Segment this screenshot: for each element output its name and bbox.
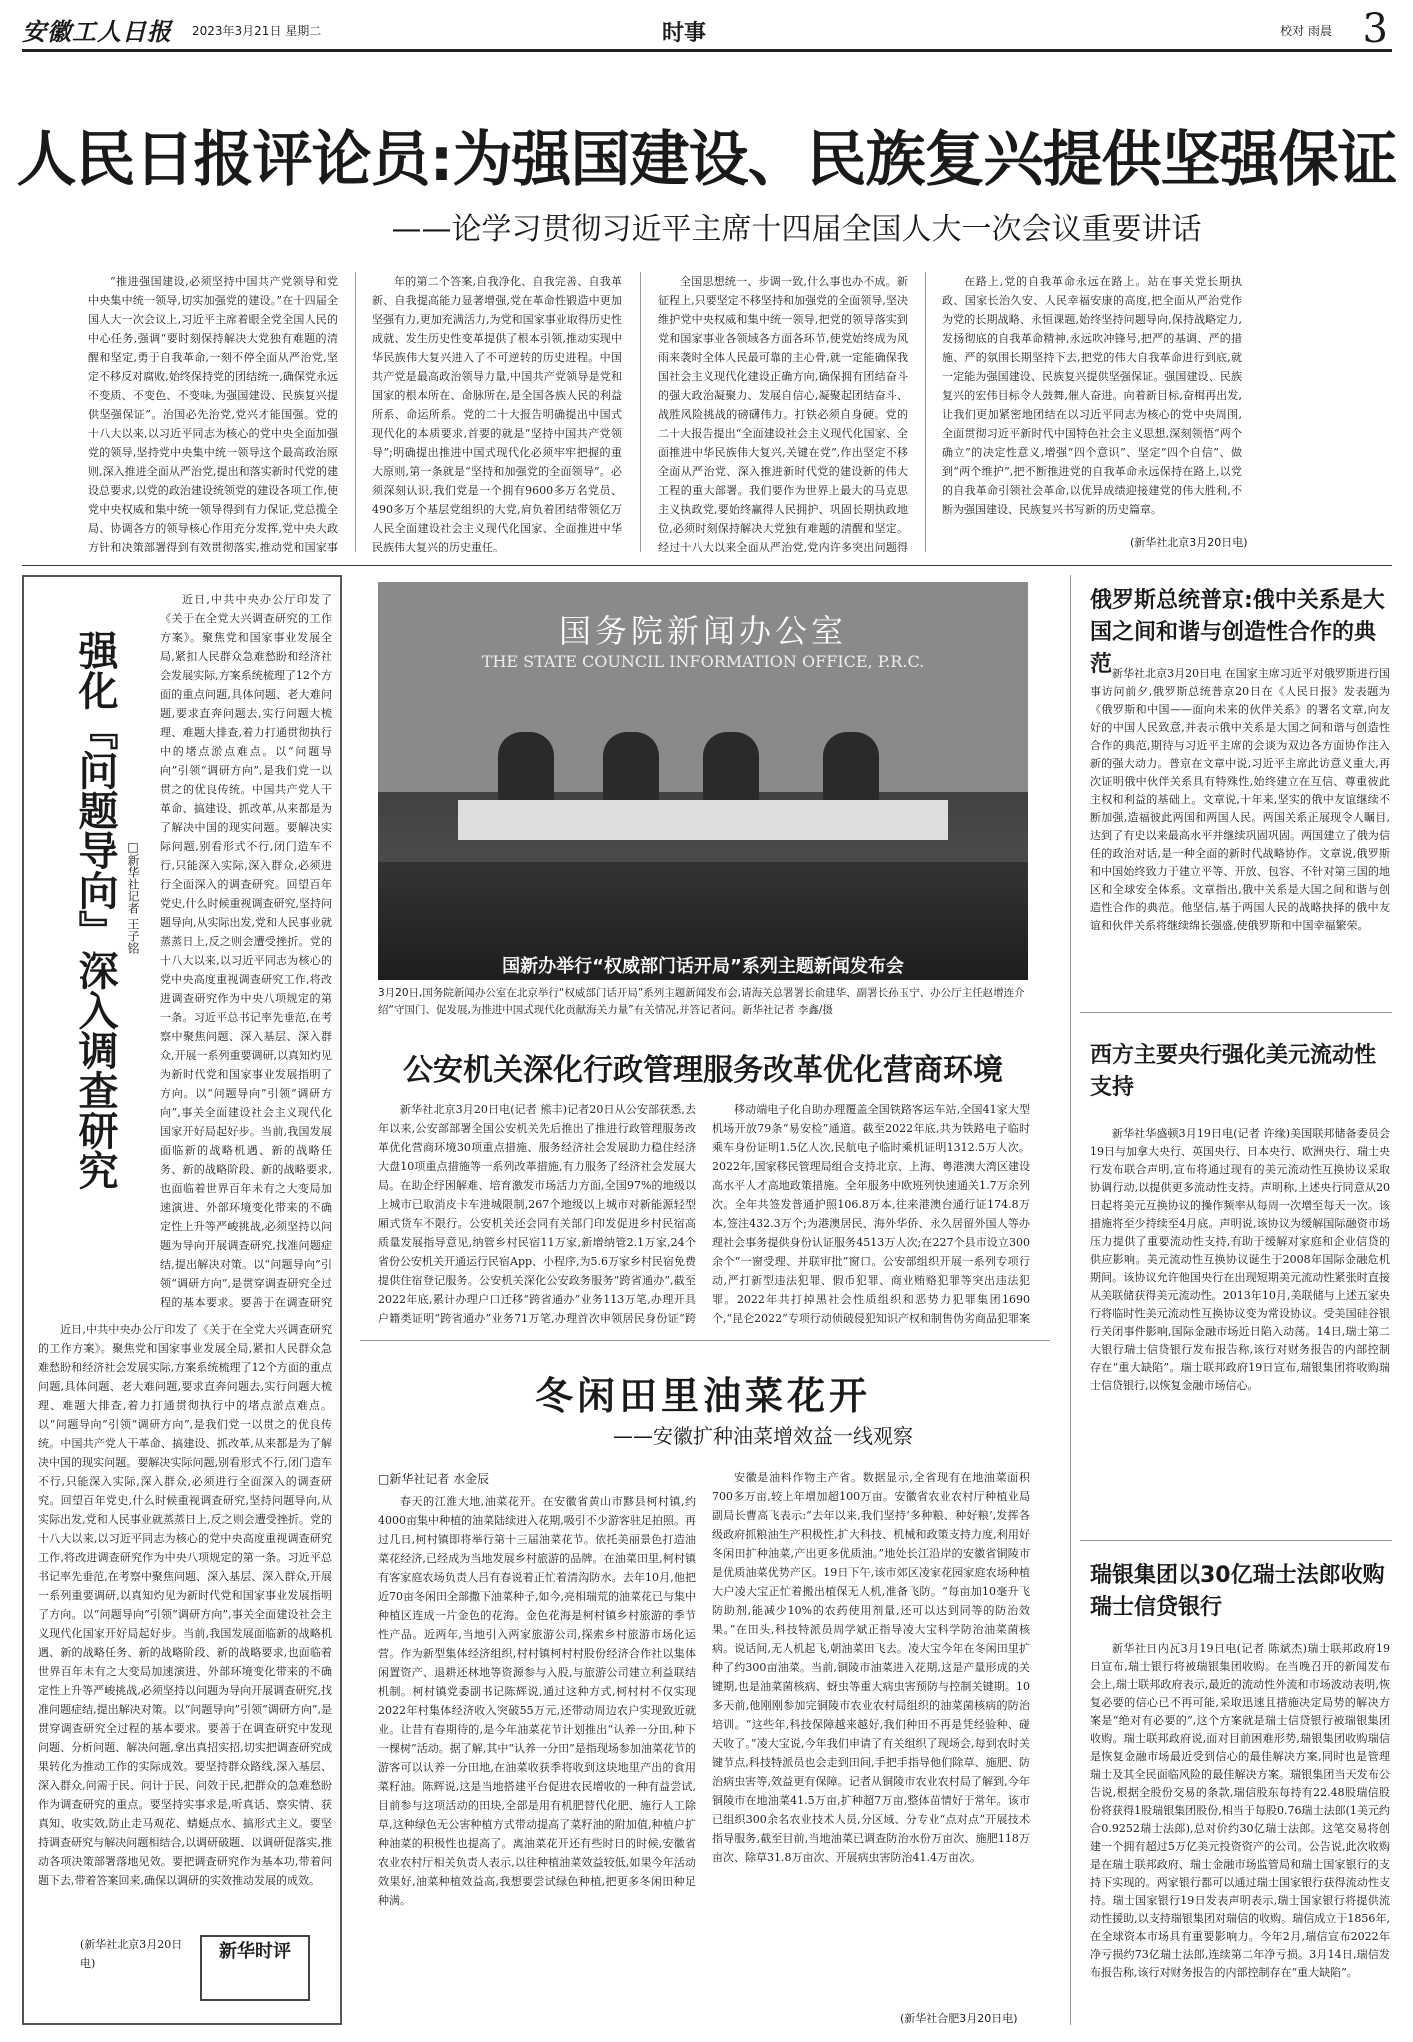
- commentary-text: 近日,中共中央办公厅印发了《关于在全党大兴调查研究的工作方案》。聚焦党和国家事业发展全局,紧扣人民群众急难愁盼和经济社会发展实际,方案系统梳理了12个方面的重点问题,具体问题、老大难问题,要求直奔问题去,实行问题大梳理、难题大排查,着力打通贯彻执行中的堵点淤点难点。以“问题导向”引领“调研方向”,是我们党一以贯之的优良传统。中国共产党人干革命、搞建设、抓改革,从来都是为了解决中国的现实问题。要解决实际问题,别看形式不行,闭门造车不行,只能深入实际,深入群众,必须进行全面深入的调查研究。回望百年党史,什么时候重视调查研究,坚持问题导向,从实际出发,党和人民事业就蒸蒸日上,反之则会遭受挫折。党的十八大以来,以习近平同志为核心的党中央高度重视调查研究工作,将改进调查研究作为中央八项规定的第一条。习近平总书记率先垂范,在考察中聚焦问题、深入基层、深入群众,开展一系列重要调研,以真知灼见为新时代党和国家事业发展指明了方向。以“问题导向”引领“调研方向”,事关全面建设社会主义现代化国家开好局起好步。当前,我国发展面临新的战略机遇、新的战略任务、新的战略阶段、新的战略要求,也面临着世界百年未有之大变局加速演进、外部环境变化带来的不确定性上升等严峻挑战,必须坚持以问题为导向开展调查研究,找准问题症结,提出解决对策。以“问题导向”引领“调研方向”,是贯穿调查研究全过程的基本要求。要善于在调查研究: [160, 593, 332, 1309]
- lead-source: (新华社北京3月20日电): [1130, 536, 1248, 549]
- police-column-1: [378, 1100, 696, 1328]
- column-divider: [925, 272, 926, 552]
- column-divider: [640, 272, 641, 552]
- banks-body-text: 新华社华盛顿3月19日电(记者 许缘)美国联邦储备委员会19日与加拿大央行、英国央行、日本央行、欧洲央行、瑞士央行发布联合声明,宣布将通过现有的美元流动性互换协议采取协调行动,以提供更多流动性支持。声明称,上述央行同意从20日起将美元互换协议的操作频率从每周一次增至每天一次。该措施将至少持续至4月底。声明说,该协议为缓解国际融资市场压力提供了重要流动性支持,有助于缓解对家庭和企业信贷的供应影响。美元流动性互换协议诞生于2008年国际金融危机期间。该协议允许他国央行在出现短期美元流动性紧张时直接从美联储获得美元流动性。2013年10月,美联储与上述五家央行将临时性美元流动性互换协议变为常设协议。受美国硅谷银行关闭事件影响,国际金融市场近日陷入动荡。14日,瑞士第二大银行瑞士信贷银行发布报告称,该行对财务报告的内部控制存在“重大缺陷”。瑞士联邦政府19日宣布,瑞银集团将收购瑞士信贷银行,以恢复金融市场信心。: [1090, 1127, 1390, 1392]
- section-divider: [1080, 1012, 1392, 1013]
- lead-column-3: [658, 272, 908, 552]
- rapeseed-col1-text: 春天的江淮大地,油菜花开。在安徽省黄山市黟县柯村镇,约4000亩集中种植的油菜陆续进入花期,吸引不少游客驻足拍照。再过几日,柯村镇即将举行第十三届油菜花节。依托美丽景色打造油菜花经济,已经成为当地发展乡村旅游的品牌。在油菜田里,柯村镇有客家庭农场负责人吕有春说着正忙着清沟防水。去年10月,他把近70亩冬闲田全部撒下油菜种子,如今,亮相瑞荒的油菜花已与集中种植区连成一片金色的花海。金色花海是柯村镇乡村旅游的季节性产品。近两年,当地引入两家旅游公司,探索乡村旅游市场化运营。作为新型集体经济组织,村村镇柯村村股份经济合作社以集体闲置资产、退耕还林地等资源参与入股,与旅游公司建立利益联结机制。柯村镇党委副书记陈辉说,通过这种方式,柯村村不仅实现2022年村集体经济收入突破55万元,还带动周边农户实现致近就业。让昔有春期待的,是今年油菜花节计划推出“认养一分田,种下一棵树”活动。据了解,其中“认养一分田”是指现场参加油菜花节的游客可以认养一分田地,在油菜收获季将收到这块地里产出的食用菜籽油。陈辉说,这是当地搭建平台促进农民增收的一种有益尝试,目前参与这项活动的田块,全部是用有机肥替代化肥、施行人工除草,这种绿色无公害种植方式带动提高了菜籽油的附加值,种植户扩种油菜的积极性也提高了。离油菜花开还有些时日的时候,安徽省农业农村厅相关负责人表示,以往种植油菜效益较低,如果今年活动效果好,油菜种植效益高,我想要尝试绿色种植,把更多冬闲田种足种满。: [378, 1495, 696, 1907]
- rapeseed-article-subtitle: ——安徽扩种油菜增效益一线观察: [613, 1424, 913, 1448]
- police-col2-text: 移动端电子化自助办理覆盖全国铁路客运车站,全国41家大型机场开放79条“易安检”通道。截至2022年底,共为铁路电子临时乘车身份证明1.5亿人次,民航电子临时乘机证明1312.5万人次。2022年,国家移民管理局组合支持北京、上海、粤港澳大湾区建设高水平人才高地政策措施。全年服务中欧班列快速通关1.7万余列次。全年共签发普通护照106.8万本,往来港澳台通行证174.8万本,签注432.3万个;为港澳居民、海外华侨、永久居留外国人等办理社会事务提供身份认证服务4513万人次;在227个县市设立300余个“一窗受理、并联审批”窗口。公安部组织开展一系列专项行动,严打新型违法犯罪、假币犯罪、商业贿赂犯罪等突出违法犯罪。2022年共打掉黑社会性质组织和恶势力犯罪集团1690个,“昆仑2022”专项行动侦破侵犯知识产权和制售伪劣商品犯罪案: [712, 1103, 1030, 1325]
- lead-col4-text: 在路上,党的自我革命永远在路上。站在事关党长期执政、国家长治久安、人民幸福安康的高度,把全面从严治党作为党的长期战略、永恒课题,始终坚持问题导向,保持战略定力,发扬彻底的自我革命精神,永远吹冲锋号,把严的基调、严的措施、严的氛围长期坚持下去,把党的伟大自我革命进行到底,就一定能为强国建设、民族复兴提供坚强保证。强国建设、民族复兴的宏伟目标令人鼓舞,催人奋进。向着新目标,奋楫再出发,让我们更加紧密地团结在以习近平同志为核心的党中央周围,全面贯彻习近平新时代中国特色社会主义思想,深刻领悟“两个确立”的决定性意义,增强“四个意识”、坚定“四个自信”、做到“两个维护”,把不断推进党的自我革命永远保持在路上,以党的自我革命引领社会革命,以优异成绩迎接建党的伟大胜利,不断为强国建设、民族复兴书写新的历史篇章。: [942, 275, 1242, 516]
- lead-col3-text: 全国思想统一、步调一致,什么事也办不成。新征程上,只要坚定不移坚持和加强党的全面领导,坚决维护党中央权威和集中统一领导,把党的领导落实到党和国家事业各领域各方面各环节,使党始终成为风雨来袭时全体人民最可靠的主心骨,就一定能确保我国社会主义现代化建设正确方向,确保拥有团结奋斗的强大政治凝聚力、发展自信心,凝聚起团结奋斗、战胜风险挑战的磅礴伟力。打铁必须自身硬。党的二十大报告提出“全面建设社会主义现代化国家、全面推进中华民族伟大复兴,关键在党”,作出坚定不移全面从严治党、深入推进新时代党的建设新的伟大工程的重大部署。我们要作为世界上最大的马克思主义执政党,要始终赢得人民拥护、巩固长期执政地位,必须时刻保持解决大党独有难题的清醒和坚定。经过十八大以来全面从严治党,党内许多突出问题得: [658, 275, 908, 552]
- commentary-body-bottom: [38, 1320, 332, 1920]
- rapeseed-article-title: 冬闲田里油菜花开: [534, 1374, 871, 1418]
- rapeseed-column-2: [712, 1468, 1030, 2008]
- ubs-body-text: 新华社日内瓦3月19日电(记者 陈斌杰)瑞士联邦政府19日宣布,瑞士银行将被瑞银集团收购。在当晚召开的新闻发布会上,瑞士联邦政府表示,最近的流动性外流和市场波动表明,恢复必要的信心已不再可能,采取迅速且措施决定局势的解决方案是“绝对有必要的”,这个方案就是瑞士信贷银行被瑞银集团收购。瑞士联邦政府说,面对目前困难形势,瑞银集团收购瑞信是恢复金融市场最近受到信心的最佳解决方案,同时也是管理瑞士及其全民面临风险的最佳解决方案。瑞银集团当天发布公告说,根据全股份交易的条款,瑞信股东每持有22.48股瑞信股份将获得1股瑞银集团股份,相当于每股0.76瑞士法郎(1美元约合0.9252瑞士法郎),总对价约30亿瑞士法郎。这笔交易将创建一个拥有超过5万亿美元投资资产的公司。公告说,此次收购是在瑞士联邦政府、瑞士金融市场监管局和瑞士国家银行的支持下实现的。两家银行都可以通过瑞士国家银行获得流动性支持。瑞士国家银行19日发表声明表示,瑞士国家银行将提供流动性援助,以支持瑞银集团对瑞信的收购。瑞信成立于1856年,在全球资本市场具有重要影响力。今年2月,瑞信宣布2022年净亏损约73亿瑞士法郎,连续第二年净亏损。3月14日,瑞信发布报告称,该行对财务报告的内部控制存在“重大缺陷”。: [1090, 1642, 1390, 1979]
- proofreader: 校对 雨晨: [1280, 24, 1332, 38]
- police-column-2: [712, 1100, 1030, 1328]
- rapeseed-byline: □新华社记者 水金辰: [378, 1472, 490, 1486]
- backdrop-chinese-text: 国务院新闻办公室: [558, 612, 847, 650]
- page-number: 3: [1362, 6, 1388, 52]
- russia-body-text: 新华社北京3月20日电 在国家主席习近平对俄罗斯进行国事访问前夕,俄罗斯总统普京20日在《人民日报》发表题为《俄罗斯和中国——面向未来的伙伴关系》的署名文章,向友好的中国人民致意,并表示俄中关系是大国之间和谐与创造性合作的典范,期待与习近平主席的会谈为双边各方面协作注入新的强大动力。普京在文章中说,习近平主席此访意义重大,再次证明俄中伙伴关系具有特殊性,始终建立在互信、尊重彼此主权和利益的基础上。文章说,十年来,坚实的俄中友谊继续不断加强,造福彼此两国和两国人民。两国关系正展现令人瞩目,达到了有史以来最高水平并继续巩固巩固。两国建立了俄为信任的政治对话,是一种全面的新时代战略协作。文章说,俄罗斯和中国始终致力于建立平等、开放、包容、不针对第三国的地区和全球安全体系。文章指出,俄中关系是大国之间和谐与创造性合作的典范。他坚信,基于两国人民的战略抉择的俄中友谊和伙伴关系将继续绵长强盛,使俄罗斯和中国幸福繁荣。: [1090, 667, 1390, 932]
- column-divider: [1070, 575, 1071, 2025]
- rapeseed-column-1: [378, 1492, 696, 2022]
- ubs-article-body: [1090, 1640, 1390, 2025]
- section-divider: [22, 565, 1392, 566]
- russia-article-body: [1090, 665, 1390, 1005]
- backdrop-english-text: THE STATE COUNCIL INFORMATION OFFICE, P.R.C.: [481, 652, 925, 671]
- commentary-body-top: [160, 590, 332, 1310]
- xinhua-commentary-stamp: 新华时评: [200, 1935, 310, 2001]
- podium-table: [458, 800, 948, 840]
- lead-column-1: [88, 272, 338, 552]
- column-divider: [355, 272, 356, 552]
- lead-subhead: ——论学习贯彻习近平主席十四届全国人大一次会议重要讲话: [391, 212, 1202, 247]
- commentary-source: (新华社北京3月20日电): [80, 1938, 183, 1970]
- police-col1-text: 新华社北京3月20日电(记者 熊丰)记者20日从公安部获悉,去年以来,公安部部署全国公安机关先后推出了推进行政管理服务改革优化营商环境30项重点措施、服务经济社会发展助力稳住经济大盘10项重点措施等一系列改革措施,有力服务了经济社会发展大局。在助企纾困解难、培育激发市场活力方面,全国97%的地级以上城市已取消皮卡车进城限制,267个地级以上城市对新能源轻型厢式货车不限行。公安机关还会同有关部门印发促进乡村民宿高质量发展指导意见,纳管乡村民宿11万家,新增纳管2.1万家,24个省份公安机关开通运行民宿App、小程序,为5.6万家乡村民宿免费提供住宿登记服务。公安机关深化公安政务服务“跨省通办”,截至2022年底,累计办理户口迁移“跨省通办”业务113万笔,办理开具户籍类证明“跨省通办”业务71万笔,办理首次申领居民身份证“跨: [378, 1103, 696, 1325]
- russia-article-title: 俄罗斯总统普京:俄中关系是大国之间和谐与创造性合作的典范: [1090, 588, 1385, 677]
- banks-article-body: [1090, 1125, 1390, 1530]
- photo-banner-text: 国新办举行“权威部门话开局”系列主题新闻发布会: [502, 956, 904, 977]
- lead-col1-text: “推进强国建设,必须坚持中国共产党领导和党中央集中统一领导,切实加强党的建设。”在十四届全国人大一次会议上,习近平主席着眼全党全国人民的中心任务,强调“要时刻保持解决大党独有难题的清醒和坚定,勇于自我革命,一刻不停全面从严治党,坚定不移反对腐败,始终保持党的团结统一,确保党永远不变质、不变色、不变味,为强国建设、民族复兴提供坚强保证”。治国必先治党,党兴才能国强。党的十八大以来,以习近平同志为核心的党中央全面加强党的领导,坚持党中央集中统一领导这个最高政治原则,深入推进全面从严治党,提出和落实新时代党的建设总要求,以党的政治建设统领党的建设各项工作,使党中央权威和集中统一领导得到有力保证,党总揽全局、协调各方的领导核心作用充分发挥,党中央大政方针和决策部署得到有效贯彻落实,推动党和国家事: [88, 275, 338, 552]
- lead-column-2: [372, 272, 622, 552]
- commentary-text-cont: 近日,中共中央办公厅印发了《关于在全党大兴调查研究的工作方案》。聚焦党和国家事业发展全局,紧扣人民群众急难愁盼和经济社会发展实际,方案系统梳理了12个方面的重点问题,具体问题、老大难问题,要求直奔问题去,实行问题大梳理、难题大排查,着力打通贯彻执行中的堵点淤点难点。以“问题导向”引领“调研方向”,是我们党一以贯之的优良传统。中国共产党人干革命、搞建设、抓改革,从来都是为了解决中国的现实问题。要解决实际问题,别看形式不行,闭门造车不行,只能深入实际,深入群众,必须进行全面深入的调查研究。回望百年党史,什么时候重视调查研究,坚持问题导向,从实际出发,党和人民事业就蒸蒸日上,反之则会遭受挫折。党的十八大以来,以习近平同志为核心的党中央高度重视调查研究工作,将改进调查研究作为中央八项规定的第一条。习近平总书记率先垂范,在考察中聚焦问题、深入基层、深入群众,开展一系列重要调研,以真知灼见为新时代党和国家事业发展指明了方向。以“问题导向”引领“调研方向”,事关全面建设社会主义现代化国家开好局起好步。当前,我国发展面临新的战略机遇、新的战略任务、新的战略阶段、新的战略要求,也面临着世界百年未有之大变局加速演进、外部环境变化带来的不确定性上升等严峻挑战,必须坚持以问题为导向开展调查研究,找准问题症结,提出解决对策。以“问题导向”引领“调研方向”,是贯穿调查研究全过程的基本要求。要善于在调查研究中发现问题、分析问题、解决问题,拿出真招实招,切实把调查研究成果转化为推动工作的实际成效。要坚持群众路线,深入基层、深入群众,问需于民、问计于民、问效于民,把群众的急难愁盼作为调查研究的重点。要坚持实事求是,听真话、察实情、获真知、收实效,防止走马观花、蜻蜓点水、搞形式主义。要坚持调查研究与解决问题相结合,以调研破题、以调研促落实,推动各项决策部署落地见效。要把调查研究作为基本功,带着问题下去,带着答案回来,确保以调研的实效推动发展的成效。: [38, 1323, 332, 1887]
- press-conference-photo: [378, 582, 1028, 980]
- section-divider: [1080, 1540, 1392, 1541]
- newspaper-logo: 安徽工人日报: [22, 17, 172, 46]
- lead-column-4: [942, 272, 1242, 534]
- rapeseed-col2-text: 安徽是油料作物主产省。数据显示,全省现有在地油菜面积700多万亩,较上年增加超100万亩。安徽省农业农村厅种植业局副局长曹高飞表示:“去年以来,我们坚持‘多种粮、种好粮’,发挥各级政府抓粮油生产积极性,扩大科技、机械和政策支持力度,利用好冬闲田扩种油菜,产出更多优质油。”地处长江沿岸的安徽省铜陵市是优质油菜优势产区。19日下午,该市郊区凌家花园家庭农场种植大户凌大宝正忙着搬出植保无人机,准备飞防。“每亩加10毫升飞防助剂,能减少10%的农药使用剂量,还可以达到同等的防治效果。”在田头,科技特派员周学斌正指导凌大宝科学防治油菜菌核病。说话间,无人机起飞,朝油菜田飞去。凌大宝今年在冬闲田里扩种了约300亩油菜。当前,铜陵市油菜进入花期,这是产量形成的关键期,也是油菜菌核病、蚜虫等重大病虫害预防与控制关键期。10多天前,他刚刚参加完铜陵市农业农村局组织的油菜菌核病的防治培训。“这些年,科技保障越来越好,我们种田不再是凭经验种、碰天收了。”凌大宝说,今年我们申请了有关组织了现场会,每到农时关键节点,科技特派员也会走到田间,手把手指导他们除草、施肥、防治病虫害等,效益更有保障。记者从铜陵市农业农村局了解到,今年铜陵市在地油菜41.5万亩,扩种超7万亩,整体苗情好于常年。该市已组织300余名农业技术人员,分区域、分专业“点对点”开展技术指导服务,截至目前,当地油菜已调查防治水份万亩次、施肥118万亩次、除草31.8万亩次、开展病虫害防治41.4万亩次。: [712, 1471, 1030, 1864]
- rapeseed-source: (新华社合肥3月20日电): [900, 2012, 1018, 2025]
- ubs-article-title: 瑞银集团以30亿瑞士法郎收购瑞士信贷银行: [1090, 1563, 1385, 1620]
- commentary-title: 强化『问题导向』深入调查研究: [72, 630, 118, 1190]
- section-name: 时事: [662, 21, 707, 46]
- lead-col2-text: 年的第二个答案,自我净化、自我完善、自我革新、自我提高能力显著增强,党在革命性锻造中更加坚强有力,更加充满活力,为党和国家事业取得历史性成就、发生历史性变革提供了根本引领,推动实现中华民族伟大复兴进入了不可逆转的历史进程。中国共产党是最高政治领导力量,中国共产党领导是党和国家的根本所在、命脉所在,是全国各族人民的利益所系、命运所系。党的二十大报告明确提出中国式现代化的本质要求,首要的就是“坚持中国共产党领导”;明确提出推进中国式现代化必须牢牢把握的重大原则,第一条就是“坚持和加强党的全面领导”。必须深刻认识,我们党是一个拥有9600多万名党员、490多万个基层党组织的大党,肩负着团结带领亿万人民全面建设社会主义现代化国家、全面推进中华民族伟大复兴的历史重任。: [372, 275, 622, 552]
- banks-article-title: 西方主要央行强化美元流动性支持: [1090, 1043, 1377, 1100]
- masthead: [22, 6, 1392, 52]
- issue-date: 2023年3月21日 星期二: [192, 24, 322, 38]
- section-divider: [360, 1340, 1050, 1341]
- lead-headline: 人民日报评论员:为强国建设、民族复兴提供坚强保证: [16, 125, 1397, 195]
- police-article-title: 公安机关深化行政管理服务改革优化营商环境: [403, 1053, 1003, 1088]
- commentary-byline: □新华社记者 王子铭: [126, 840, 140, 954]
- photo-caption: 3月20日,国务院新闻办公室在北京举行“权威部门话开局”系列主题新闻发布会,请海关总署署长俞建华、副署长孙玉宁、办公厅主任赵增连介绍“守国门、促发展,为推进中国式现代化贡献海关力量”有关情况,并答记者问。新华社记者 李鑫/摄: [378, 987, 1025, 1016]
